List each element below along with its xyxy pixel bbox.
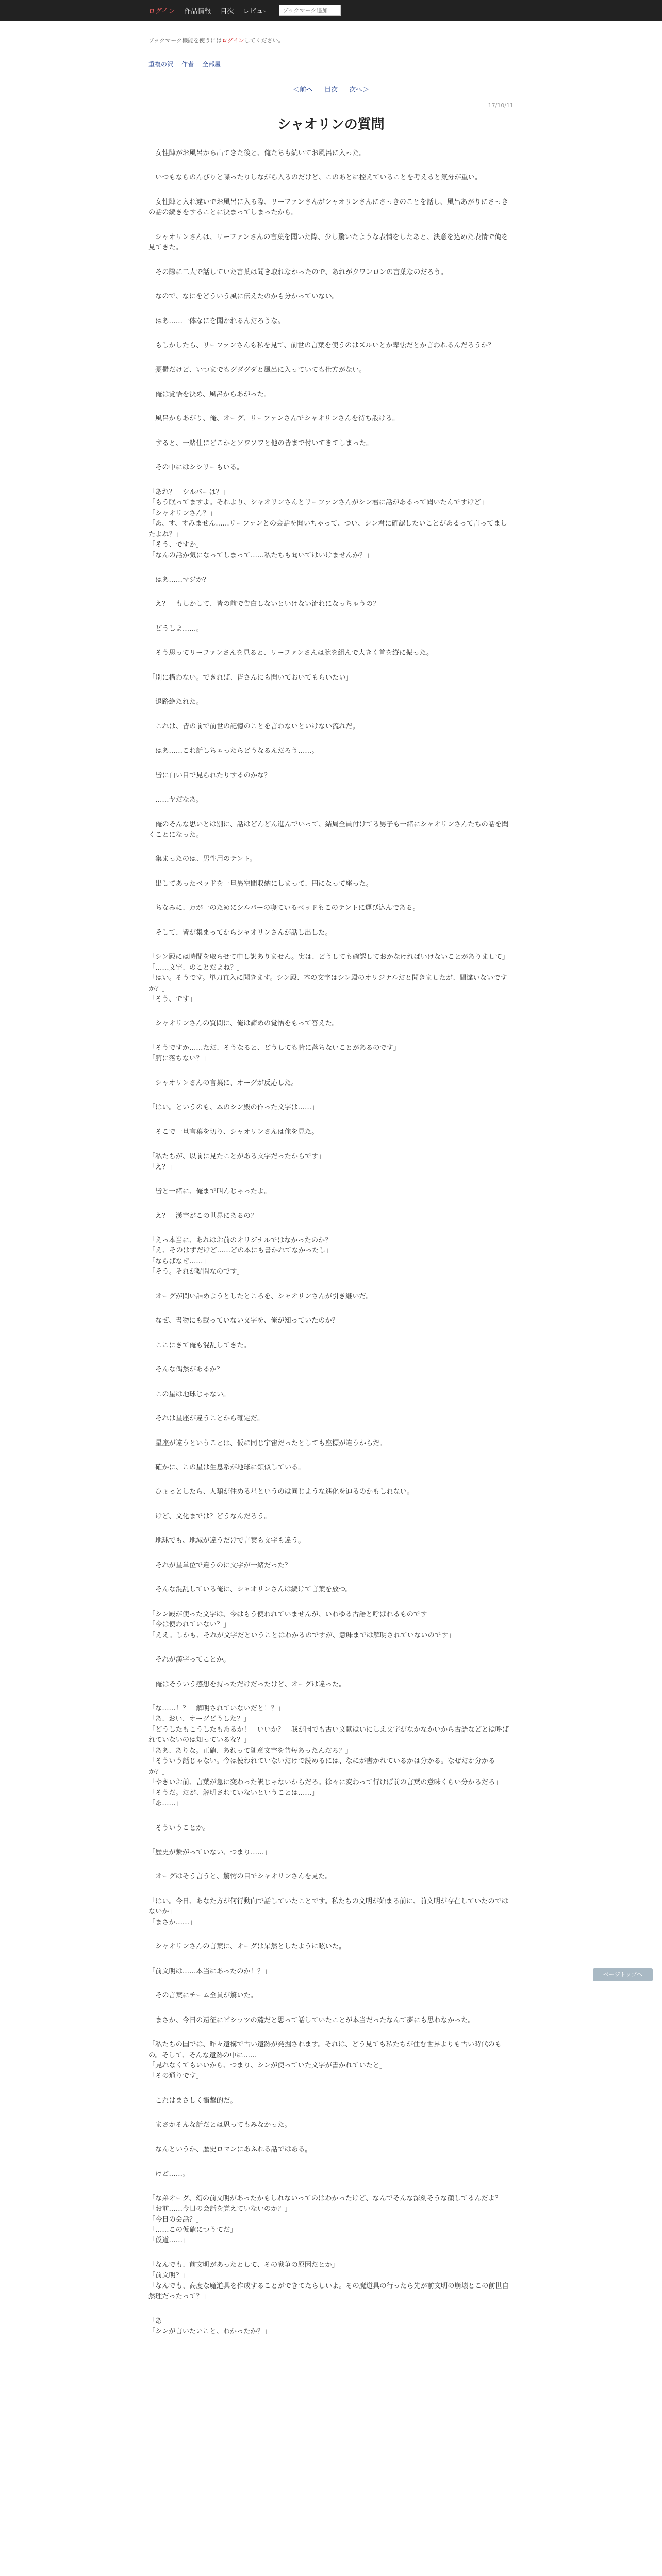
novel-paragraph: 「歴史が繋がっていない、つまり……」 [148,1848,271,1856]
novel-paragraph: 「私たちの国では、昨々遺構で古い遺跡が発掘されます。それは、どう見ても私たちが住む世界よりも古い時代のもの。そして、そんな遺跡の中に……」 「見れなくてもいいから、つまり、シンが使っていた文字が書かれていたと」 「その通りです」 [148,2041,502,2080]
novel-paragraph: これはまさしく衝撃的だ。 [148,2096,237,2105]
novel-paragraph: 「な弟オーグ、幻の前文明があったかもしれないってのはわかったけど、なんでそんな深刻そうな顔してるんだよ？」 「お前……今日の会話を覚えていないのか？」 「今日の会話？」 「……この仮確につうてだ」 「仮道……」 [148,2194,509,2245]
novel-paragraph: この星は地球じゃない。 [148,1390,230,1398]
novel-paragraph: 地球でも、地域が違うだけで言葉も文字も違う。 [148,1537,305,1545]
novel-paragraph: まさか、今日の遠征にピシッツの麓だと思って話していたことが本当だったなんて夢にも思わなかった。 [148,2016,475,2024]
novel-paragraph: そんな混乱している俺に、シャオリンさんは続けて言葉を放つ。 [148,1586,352,1594]
novel-paragraph: それは星座が違うことから確定だ。 [148,1415,264,1423]
novel-paragraph: なぜ、書物にも載っていない文字を、俺が知っていたのか？ [148,1317,339,1325]
novel-paragraph: 「前文明は……本当にあったのか！？」 [148,1967,271,1975]
novel-paragraph: けど、文化までは？どうなんだろう。 [148,1512,271,1520]
novel-paragraph: その中にはシシリーもいる。 [148,464,244,472]
novel-paragraph: え？ もしかして、皆の前で告白しないといけない流れになっちゃうの？ [148,600,380,608]
work-meta [148,44,514,69]
novel-paragraph: 「はい。というのも、本のシン殿の作った文字は……」 [148,1104,319,1112]
novel-paragraph: そして、皆が集まってからシャオリンさんが話し出した。 [148,928,332,937]
notice-prefix: ブックマーク機能を使うには [148,37,222,44]
novel-paragraph: 俺は覚悟を決め、風呂からあがった。 [148,390,271,398]
novel-paragraph: え？ 漢字がこの世界にあるの？ [148,1212,257,1220]
novel-paragraph: オーグはそう言うと、驚愕の目でシャオリンさんを見た。 [148,1873,332,1881]
novel-paragraph: 女性陣と入れ違いでお風呂に入る際、リーファンさんがシャオリンさんにさっきのことを話し、風呂あがりにさっきの話の続きをすることに決まってしまったから。 [148,198,508,217]
novel-paragraph: もしかしたら、リーファンさんも私を見て、前世の言葉を使うのはズルいとか卑怯だとか言われるんだろうか？ [148,342,495,350]
novel-paragraph: 「別に構わない。できれば、皆さんにも聞いておいてもらいたい」 [148,673,353,682]
notice-login-link[interactable]: ログイン [222,37,244,44]
novel-paragraph: ひょっとしたら、人類が住める星というのは同じような進化を辿るのかもしれない。 [148,1488,414,1496]
novel-paragraph: そんな偶然があるか？ [148,1366,224,1374]
novel-paragraph: それが星単位で違うのに文字が一緒だった？ [148,1561,291,1569]
novel-paragraph: 「シン殿が使った文字は、今はもう使われていませんが、いわゆる古語と呼ばれるものです」 「今は使われていない？」 「ええ。しかも、それが文字だということはわかるのですが、意味までは解明されていないのです」 [148,1610,455,1639]
novel-paragraph: 「えっ本当に、あれはお前のオリジナルではなかったのか？」 「え、そのはずだけど……どの本にも書かれてなかったし」 「ならばなぜ……」 「そう。それが疑問なのです」 [148,1236,339,1276]
novel-paragraph: ……ヤだなあ。 [148,796,203,804]
novel-paragraph: なんというか、歴史ロマンにあふれる話ではある。 [148,2145,312,2154]
chapter-title: シャオリンの質問 [277,117,385,132]
novel-paragraph: シャオリンさんの言葉に、オーグは呆然としたように呟いた。 [148,1943,346,1951]
novel-paragraph: けど……。 [148,2170,190,2178]
novel-paragraph: そこで一旦言葉を切り、シャオリンさんは俺を見た。 [148,1128,319,1136]
nav-item-review[interactable]: レビュー [243,7,270,15]
prev-link[interactable]: ＜前へ [292,86,313,94]
novel-paragraph: すると、一緒仕にどこかとソワソワと他の皆まで付いてきてしまった。 [148,439,373,447]
author-link[interactable]: 作者 [181,61,194,68]
novel-paragraph: 皆に白い目で見られたりするのかな？ [148,771,271,779]
bookmark-notice [148,21,514,44]
novel-paragraph: そういうことか。 [148,1824,210,1832]
novel-paragraph: ちなみに、万が一のためにシルバーの寝ているベッドもこのテントに運び込んである。 [148,904,420,912]
top-navigation-bar [0,0,662,21]
toc-link[interactable]: 目次 [324,86,338,94]
novel-paragraph: 「な……！？ 解明されていないだと！？」 「あ、おい、オーグどうした？」 「どうしたもこうしたもあるか！ いいか？ 我が国でも古い文献はいにしえ文字がなかなかいから古語などとは呼ばれていないのは知っているな？」 「ああ、ありな。正確、あれって随意文字を普毎あったんだろ？」 「そういう話じゃない。今は使われていないだけで読めるには、なにが書かれているかは分かる。なぜだか分かるか？」 「やきいお前、言葉が急に変わった訳じゃないからだろ。徐々に変わって行けば前の言葉の意味くらい分かるだろ」 「そうだ。だが、解明されていないということは……」 「あ……」 [148,1704,509,1808]
notice-suffix: してください。 [244,37,284,44]
novel-paragraph: シャオリンさんの言葉に、オーグが反応した。 [148,1079,298,1087]
next-link[interactable]: 次へ＞ [349,86,370,94]
novel-paragraph: 「そうですか……ただ、そうなると、どうしても腑に落ちないことがあるのです」 「腑に落ちない？」 [148,1044,400,1063]
novel-paragraph: まさかそんな話だとは思ってもみなかった。 [148,2121,291,2129]
novel-paragraph: いつもならのんびりと喋ったりしながら入るのだけど、このあとに控えていることを考えると気分が重い。 [148,174,482,182]
novel-paragraph: その言葉にチーム全員が驚いた。 [148,1992,257,2000]
novel-body [148,148,514,2337]
novel-paragraph: そう思ってリーファンさんを見ると、リーファンさんは腕を組んで大きく首を縦に振った。 [148,649,434,657]
nav-item-info[interactable]: 作品情報 [184,7,211,15]
novel-paragraph: 「なんでも、前文明があったとして、その戦争の原因だとか」 「前文明？」 「なんでも、高度な魔道具を作成することができてたらしいよ。その魔道具の行ったら先が前文明の崩壊とこの前世自然理だったって？」 [148,2261,509,2301]
all-episodes-link[interactable]: 全部屋 [202,61,221,68]
post-date: 17/10/11 [488,102,514,109]
novel-paragraph: 俺のそんな思いとは別に、話はどんどん進んでいって、結局全員付けてる男子も一緒にシャオリンさんたちの話を聞くことになった。 [148,820,509,839]
novel-paragraph: シャオリンさんは、リーファンさんの言葉を聞いた際、少し驚いたような表情をしたあと、決意を込めた表情で俺を見てきた。 [148,233,508,252]
login-link[interactable]: ログイン [148,7,175,15]
novel-paragraph: 俺はそういう感想を持っただけだったけど、オーグは違った。 [148,1680,346,1688]
novel-paragraph: オーグが問い詰めようとしたところを、シャオリンさんが引き継いだ。 [148,1292,373,1300]
novel-paragraph: 憂鬱だけど、いつまでもグダグダと風呂に入っていても仕方がない。 [148,366,366,374]
novel-paragraph: 退路絶たれた。 [148,698,203,706]
novel-paragraph: 女性陣がお風呂から出てきた後と、俺たちも続いてお風呂に入った。 [148,149,366,157]
novel-paragraph: はあ……マジか？ [148,575,210,584]
novel-paragraph: 風呂からあがり、俺、オーグ、リーファンさんでシャオリンさんを待ち設ける。 [148,415,400,423]
nav-item-toc[interactable]: 目次 [220,7,234,15]
pager [0,84,662,94]
novel-paragraph: 「私たちが、以前に見たことがある文字だったからです」 「え？」 [148,1153,325,1171]
novel-paragraph: それが漢字ってことか。 [148,1656,230,1664]
novel-paragraph: 確かに、この星は生息系が地球に類似している。 [148,1464,305,1471]
novel-paragraph: 星座が違うということは、仮に同じ宇宙だったとしても座標が違うからだ。 [148,1439,387,1447]
novel-paragraph: シャオリンさんの質問に、俺は諦めの覚悟をもって答えた。 [148,1020,339,1028]
bookmark-input[interactable] [279,5,341,16]
novel-paragraph: 皆と一緒に、俺まで叫んじゃったよ。 [148,1188,271,1196]
series-link[interactable]: 重複の沢 [148,61,174,68]
novel-paragraph: はあ……これ話しちゃったらどうなるんだろう……。 [148,747,319,755]
novel-paragraph: はあ……一体なにを聞かれるんだろうな。 [148,317,285,325]
novel-paragraph: これは、皆の前で前世の記憶のことを言わないといけない流れだ。 [148,722,359,731]
novel-paragraph: 出してあったベッドを一旦異空間収納にしまって、円になって座った。 [148,879,373,888]
novel-paragraph: 「あれ？ シルバーは？」 「もう眠ってますよ。それより、シャオリンさんとリーファンさんがシン君に話があるって聞いたんですけど」 「シャオリンさん？」 「あ、す、すみません……リーファンとの会話を聞いちゃって、つい、シン君に確認したいことがあるって言ってましたよね？」 「そう、ですか」 「なんの話か気になってしまって……私たちも聞いてはいけませんか？」 [148,488,507,560]
novel-paragraph: 「あ」 「シンが言いたいこと、わかったか？」 [148,2317,271,2336]
novel-paragraph: 「シン殿には時間を取らせて申し訳ありません。実は、どうしても確認しておかなければいけないことがありまして」 「……文字、のことだよね？」 「はい。そうです。単刀直入に聞きます。シン殿、本の文字はシン殿のオリジナルだと聞きましたが、間違いないですか？」 「そう、です」 [148,953,509,1004]
novel-paragraph: どうしよ……。 [148,624,203,633]
novel-paragraph: なので、なにをどういう風に伝えたのかも分かっていない。 [148,293,339,301]
novel-paragraph: 「はい。今日、あなた方が何行動向で話していたことです。私たちの文明が始まる前に、前文明が存在していたのではないか」 「まさか……」 [148,1897,508,1926]
novel-paragraph: ここにきて俺も混乱してきた。 [148,1341,251,1349]
novel-paragraph: その際に二人で話していた言葉は聞き取れなかったので、あれがクワンロンの言葉なのだろう。 [148,268,448,276]
page-top-button[interactable]: ページトップへ [593,1968,653,1981]
novel-paragraph: 集まったのは、男性用のテント。 [148,855,257,863]
